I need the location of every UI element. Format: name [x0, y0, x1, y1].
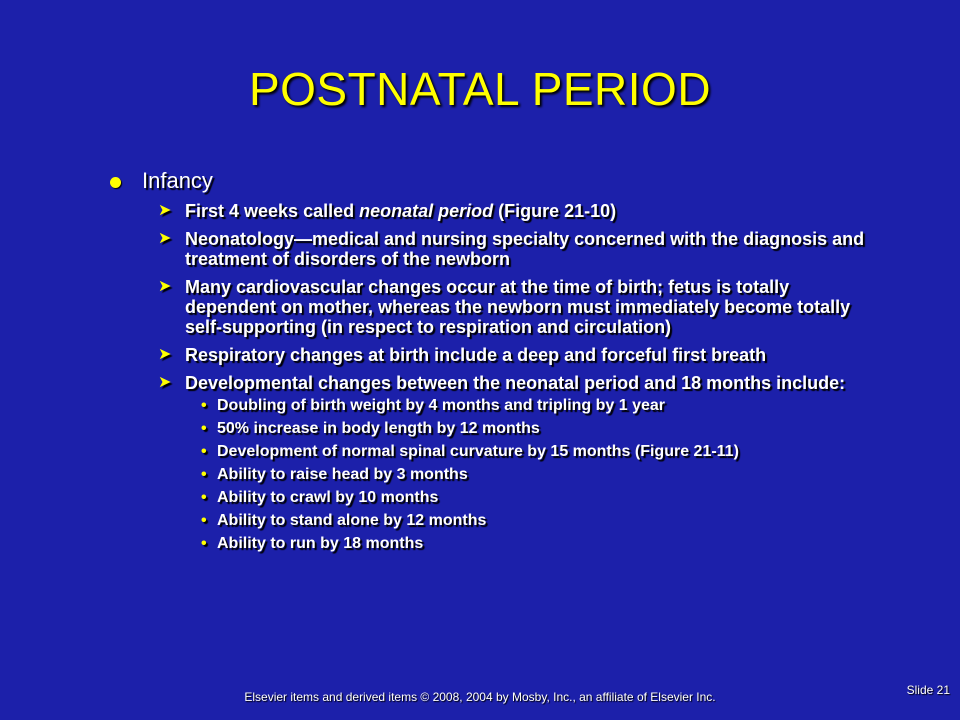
subpoint-text: Ability to run by 18 months	[217, 535, 424, 552]
subpoint-text: Doubling of birth weight by 4 months and tripling by 1 year	[217, 397, 666, 414]
point-3: Many cardiovascular changes occur at the time of birth; fetus is totally dependent on mother, whereas the newborn must immediately become totally self-supporting (in respect to respiration and circulation)	[185, 277, 851, 337]
heading-infancy	[110, 168, 890, 194]
sub-list-item	[201, 489, 878, 507]
subpoint-text: Ability to raise head by 3 months	[217, 466, 468, 483]
sub-list-item	[201, 420, 878, 438]
subpoint-text: Ability to crawl by 10 months	[217, 489, 439, 506]
sub-list-item	[201, 443, 878, 461]
dot-bullet-icon: •	[201, 512, 207, 529]
point-5: Developmental changes between the neonatal period and 18 months include:	[185, 373, 846, 393]
slide-title: POSTNATAL PERIOD	[248, 63, 712, 115]
subpoint-text: Ability to stand alone by 12 months	[217, 512, 487, 529]
sub-list-item	[201, 535, 878, 553]
dot-bullet-icon: •	[201, 443, 207, 460]
point-1-italic: neonatal period	[359, 201, 494, 221]
arrow-bullet-icon: ➤	[158, 202, 172, 219]
heading-text: Infancy	[142, 168, 213, 193]
point-1-end: (Figure 21-10)	[493, 201, 617, 221]
point-4: Respiratory changes at birth include a deep and forceful first breath	[185, 345, 767, 365]
subpoint-text: 50% increase in body length by 12 months	[217, 420, 540, 437]
slide-number: Slide 21	[906, 683, 950, 697]
arrow-bullet-icon: ➤	[158, 346, 172, 363]
arrow-bullet-icon: ➤	[158, 278, 172, 295]
dot-bullet-icon: •	[201, 397, 207, 414]
subpoint-text: Development of normal spinal curvature by 15 months (Figure 21-11)	[217, 443, 739, 460]
arrow-bullet-icon: ➤	[158, 230, 172, 247]
sub-list-item	[201, 512, 878, 530]
bullet-dot-icon	[110, 177, 121, 188]
list-item	[158, 373, 878, 553]
dot-bullet-icon: •	[201, 535, 207, 552]
list-item	[158, 201, 878, 221]
sub-list-item	[201, 397, 878, 415]
dot-bullet-icon: •	[201, 489, 207, 506]
dot-bullet-icon: •	[201, 420, 207, 437]
copyright-footer: Elsevier items and derived items © 2008, 2004 by Mosby, Inc., an affiliate of Elsevier Inc.	[244, 690, 716, 704]
sub-bullet-list	[185, 397, 878, 553]
main-bullet-list	[158, 201, 878, 561]
list-item	[158, 229, 878, 269]
point-2: Neonatology—medical and nursing specialty concerned with the diagnosis and treatment of disorders of the newborn	[185, 229, 865, 269]
point-1-start: First 4 weeks called	[185, 201, 360, 221]
list-item	[158, 277, 878, 337]
arrow-bullet-icon: ➤	[158, 374, 172, 391]
dot-bullet-icon: •	[201, 466, 207, 483]
list-item	[158, 345, 878, 365]
sub-list-item	[201, 466, 878, 484]
